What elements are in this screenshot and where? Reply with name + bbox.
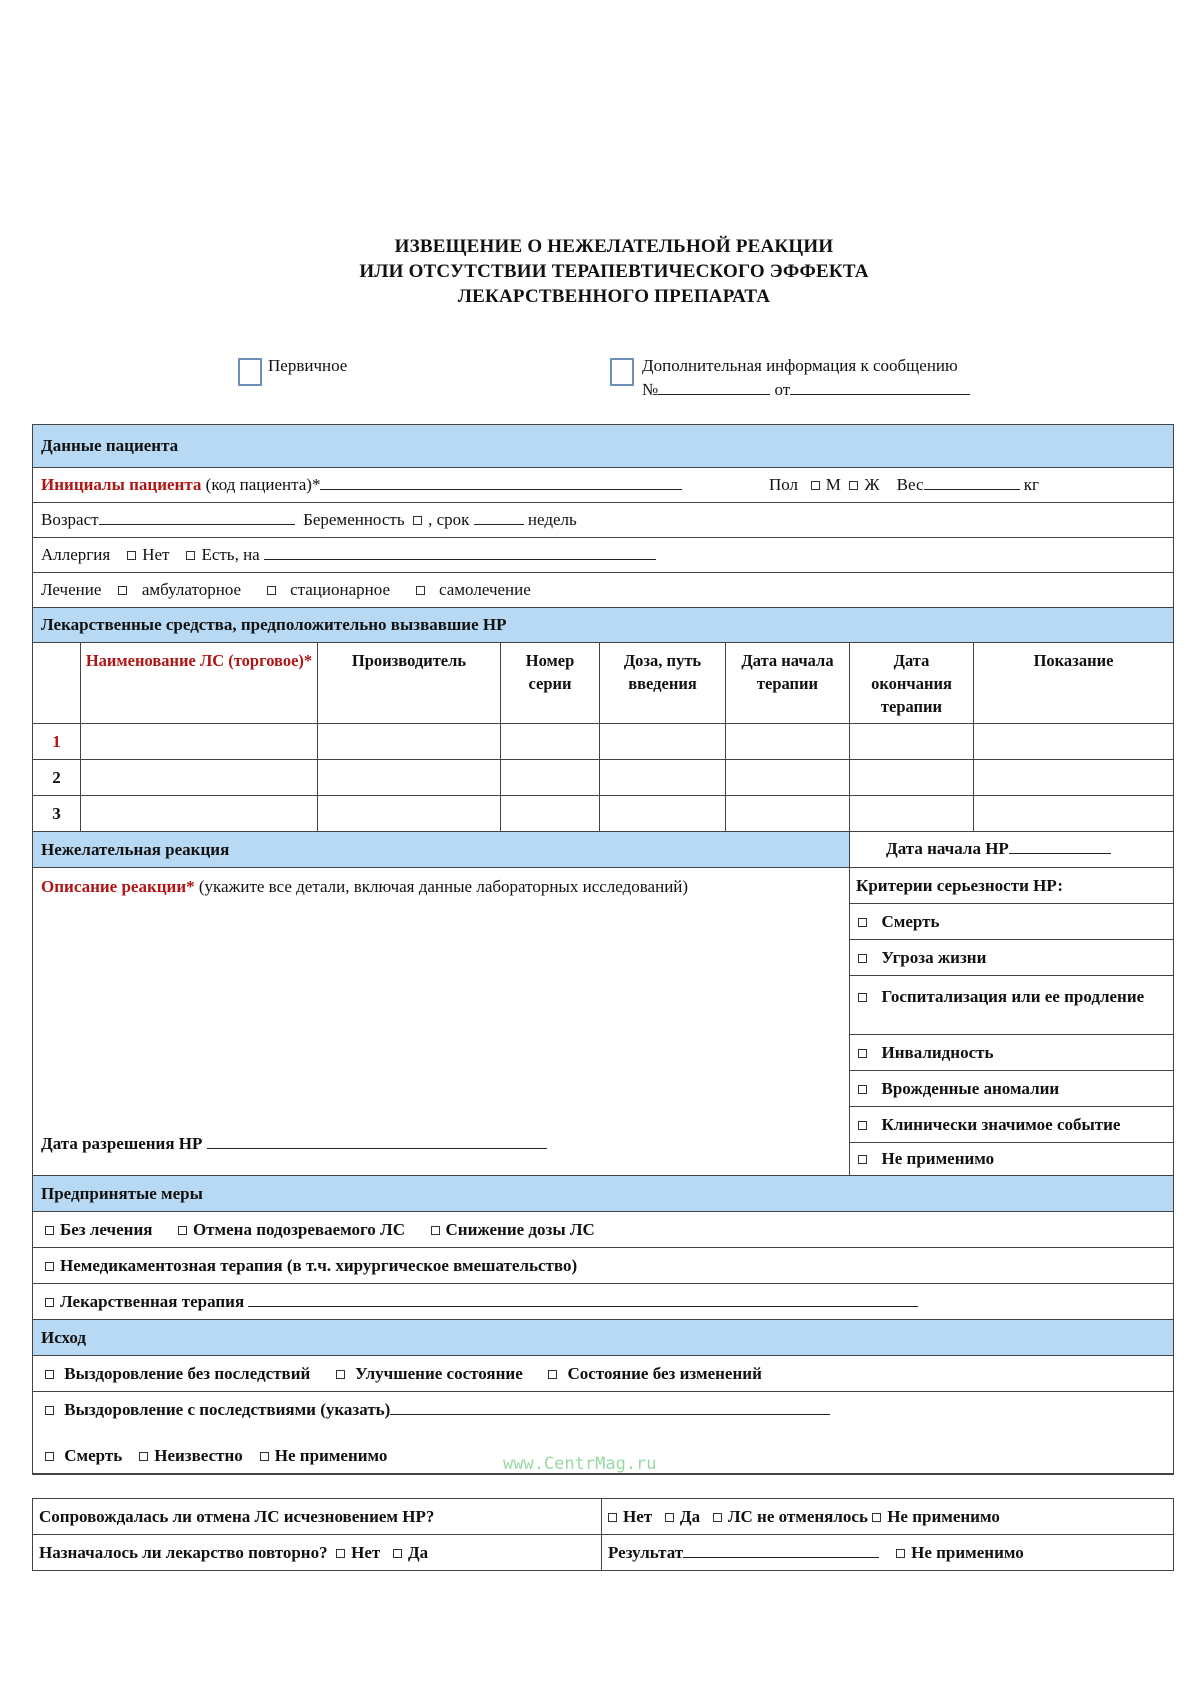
q1-not-cancelled-label: ЛС не отменялось bbox=[727, 1507, 868, 1526]
drug-row-2-start[interactable] bbox=[725, 759, 850, 796]
initials-label: Инициалы пациента bbox=[41, 475, 202, 494]
pregnancy-term-field[interactable] bbox=[474, 523, 524, 525]
criteria-item[interactable] bbox=[849, 1034, 1174, 1071]
death-label: Смерть bbox=[64, 1446, 123, 1465]
result-label: Результат bbox=[608, 1543, 684, 1562]
sex-m-label: М bbox=[825, 475, 841, 494]
criteria-hospitalization-label: Госпитализация или ее продление bbox=[881, 987, 1145, 1006]
drugs-header-text: Лекарственные средства, предположительно вызвавшие НР bbox=[41, 615, 507, 634]
criteria-header-text: Критерии серьезности НР: bbox=[856, 876, 1064, 895]
title-line-1: ИЗВЕЩЕНИЕ О НЕЖЕЛАТЕЛЬНОЙ РЕАКЦИИ bbox=[394, 236, 834, 257]
drug-row-1-dose[interactable] bbox=[599, 723, 726, 760]
criteria-item[interactable] bbox=[849, 903, 1174, 940]
drugs-section-header bbox=[32, 607, 1174, 643]
q1-not-cancelled-checkbox[interactable] bbox=[713, 1513, 722, 1522]
criteria-checkbox[interactable] bbox=[858, 993, 867, 1002]
no-treatment-checkbox[interactable] bbox=[45, 1226, 54, 1235]
drug-therapy-label: Лекарственная терапия bbox=[60, 1292, 245, 1311]
age-field[interactable] bbox=[99, 523, 295, 525]
patient-header-text: Данные пациента bbox=[41, 436, 179, 455]
additional-info-label: Дополнительная информация к сообщению bbox=[642, 356, 958, 375]
resolution-date-field[interactable] bbox=[207, 1147, 547, 1149]
criteria-header-cell bbox=[849, 867, 1174, 904]
allergy-label: Аллергия bbox=[41, 545, 111, 564]
patient-age-row bbox=[32, 502, 1174, 538]
initials-field[interactable] bbox=[320, 488, 682, 490]
q2-yes-checkbox[interactable] bbox=[393, 1549, 402, 1558]
result-field[interactable] bbox=[683, 1556, 879, 1558]
drug-row-3-name[interactable] bbox=[80, 795, 318, 832]
treatment-outpatient-checkbox[interactable] bbox=[118, 586, 127, 595]
drug-row-1-indication[interactable] bbox=[973, 723, 1174, 760]
q2-no-label: Нет bbox=[351, 1543, 381, 1562]
allergy-yes-label: Есть, на bbox=[201, 545, 260, 564]
treatment-self-label: самолечение bbox=[439, 580, 531, 599]
outcome-row-2 bbox=[32, 1391, 1174, 1475]
sex-m-checkbox[interactable] bbox=[811, 481, 820, 490]
drugs-col-num-header bbox=[32, 642, 81, 724]
sex-label: Пол bbox=[769, 475, 799, 494]
cancel-drug-label: Отмена подозреваемого ЛС bbox=[192, 1220, 406, 1239]
initials-note: (код пациента)* bbox=[205, 475, 321, 494]
q2-na-checkbox[interactable] bbox=[896, 1549, 905, 1558]
reaction-start-date-label: Дата начала НР bbox=[886, 839, 1009, 858]
drug-row-1-start[interactable] bbox=[725, 723, 850, 760]
drugs-col-start-header: Дата начала терапии bbox=[725, 642, 850, 724]
additional-info-checkbox[interactable] bbox=[610, 358, 634, 391]
weight-label: Вес bbox=[896, 475, 924, 494]
drug-row-1-name[interactable] bbox=[80, 723, 318, 760]
drug-row-3-start[interactable] bbox=[725, 795, 850, 832]
drug-row-2-maker[interactable] bbox=[317, 759, 501, 796]
outcome-header-text: Исход bbox=[41, 1328, 87, 1347]
term-label: , срок bbox=[428, 510, 470, 529]
report-number-row bbox=[642, 380, 970, 400]
followup-q1-cell bbox=[32, 1498, 602, 1535]
drugs-col-indication-header: Показание bbox=[973, 642, 1174, 724]
improvement-label: Улучшение состояние bbox=[355, 1364, 523, 1383]
outcome-na-label: Не применимо bbox=[274, 1446, 388, 1465]
q1-yes-label: Да bbox=[679, 1507, 701, 1526]
recovery-effects-checkbox[interactable] bbox=[45, 1406, 54, 1415]
drugs-col-name-header: Наименование ЛС (торговое)* bbox=[80, 642, 318, 724]
drug-row-3-indication[interactable] bbox=[973, 795, 1174, 832]
criteria-death-label: Смерть bbox=[881, 912, 940, 931]
measures-row-3 bbox=[32, 1283, 1174, 1320]
no-treatment-label: Без лечения bbox=[60, 1220, 153, 1239]
non-drug-checkbox[interactable] bbox=[45, 1262, 54, 1271]
dose-reduction-label: Снижение дозы ЛС bbox=[445, 1220, 595, 1239]
recovery-effects-label: Выздоровление с последствиями (указать) bbox=[64, 1400, 391, 1419]
criteria-checkbox[interactable] bbox=[858, 1155, 867, 1164]
drug-row-3-dose[interactable] bbox=[599, 795, 726, 832]
drug-row-2-batch[interactable] bbox=[500, 759, 600, 796]
unchanged-checkbox[interactable] bbox=[548, 1370, 557, 1379]
treatment-inpatient-checkbox[interactable] bbox=[267, 586, 276, 595]
allergy-no-checkbox[interactable] bbox=[127, 551, 136, 560]
sex-f-label: Ж bbox=[864, 475, 880, 494]
followup-q1-text: Сопровождалась ли отмена ЛС исчезновением НР? bbox=[39, 1507, 435, 1526]
sex-f-checkbox[interactable] bbox=[849, 481, 858, 490]
followup-q2-text: Назначалось ли лекарство повторно? bbox=[39, 1543, 328, 1562]
patient-initials-row bbox=[32, 467, 1174, 503]
drug-row-2-indication[interactable] bbox=[973, 759, 1174, 796]
number-label: № bbox=[642, 380, 659, 399]
drug-therapy-checkbox[interactable] bbox=[45, 1298, 54, 1307]
criteria-disability-label: Инвалидность bbox=[881, 1043, 994, 1062]
drug-therapy-field[interactable] bbox=[248, 1305, 918, 1307]
q1-no-checkbox[interactable] bbox=[608, 1513, 617, 1522]
treatment-inpatient-label: стационарное bbox=[290, 580, 390, 599]
report-number-field[interactable] bbox=[658, 393, 770, 395]
q2-yes-label: Да bbox=[407, 1543, 429, 1562]
q1-yes-checkbox[interactable] bbox=[665, 1513, 674, 1522]
drugs-col-end-header: Дата окончания терапии bbox=[849, 642, 974, 724]
age-label: Возраст bbox=[41, 510, 99, 529]
criteria-checkbox[interactable] bbox=[858, 918, 867, 927]
drugs-col-batch-header: Номер серии bbox=[500, 642, 600, 724]
patient-allergy-row bbox=[32, 537, 1174, 573]
reaction-header-text: Нежелательная реакция bbox=[41, 840, 230, 859]
followup-q2-cell bbox=[32, 1534, 602, 1571]
title-line-3: ЛЕКАРСТВЕННОГО ПРЕПАРАТА bbox=[457, 286, 771, 307]
allergy-no-label: Нет bbox=[142, 545, 170, 564]
drug-row-3-end[interactable] bbox=[849, 795, 974, 832]
criteria-checkbox[interactable] bbox=[858, 954, 867, 963]
q2-na-label: Не применимо bbox=[911, 1543, 1024, 1562]
outcome-row-1 bbox=[32, 1355, 1174, 1392]
followup-q1-options bbox=[601, 1498, 1174, 1535]
treatment-self-checkbox[interactable] bbox=[416, 586, 425, 595]
criteria-checkbox[interactable] bbox=[858, 1121, 867, 1130]
cancel-drug-checkbox[interactable] bbox=[178, 1226, 187, 1235]
recovery-effects-field[interactable] bbox=[390, 1413, 830, 1415]
criteria-checkbox[interactable] bbox=[858, 1049, 867, 1058]
unchanged-label: Состояние без изменений bbox=[567, 1364, 762, 1383]
weeks-label: недель bbox=[527, 510, 577, 529]
drug-row-number: 2 bbox=[32, 759, 81, 796]
criteria-item[interactable] bbox=[849, 975, 1174, 1035]
recovery-label: Выздоровление без последствий bbox=[64, 1364, 311, 1383]
measures-row-2 bbox=[32, 1247, 1174, 1284]
weight-field[interactable] bbox=[924, 488, 1020, 490]
watermark-text: www.CentrMag.ru bbox=[503, 1454, 657, 1474]
reaction-start-date-cell bbox=[849, 831, 1174, 868]
title-line-2: ИЛИ ОТСУТСТВИИ ТЕРАПЕВТИЧЕСКОГО ЭФФЕКТА bbox=[359, 261, 869, 282]
reaction-section-header bbox=[32, 831, 850, 868]
drugs-col-maker-header: Производитель bbox=[317, 642, 501, 724]
drug-row-2-name[interactable] bbox=[80, 759, 318, 796]
measures-section-header bbox=[32, 1175, 1174, 1212]
reaction-start-date-field[interactable] bbox=[1009, 852, 1111, 854]
drug-row-1-maker[interactable] bbox=[317, 723, 501, 760]
reaction-description-cell[interactable] bbox=[32, 867, 850, 1176]
drug-row-1-end[interactable] bbox=[849, 723, 974, 760]
criteria-item[interactable] bbox=[849, 939, 1174, 976]
drug-row-number: 1 bbox=[32, 723, 81, 760]
drug-row-2-end[interactable] bbox=[849, 759, 974, 796]
form-title bbox=[0, 234, 1200, 309]
report-date-field[interactable] bbox=[790, 393, 970, 395]
q1-na-checkbox[interactable] bbox=[872, 1513, 881, 1522]
drug-row-2-dose[interactable] bbox=[599, 759, 726, 796]
criteria-congenital-label: Врожденные аномалии bbox=[881, 1079, 1060, 1098]
criteria-checkbox[interactable] bbox=[858, 1085, 867, 1094]
primary-checkbox[interactable] bbox=[238, 358, 262, 391]
primary-label: Первичное bbox=[268, 356, 348, 375]
criteria-item[interactable] bbox=[849, 1106, 1174, 1143]
drugs-col-dose-header: Доза, путь введения bbox=[599, 642, 726, 724]
outcome-section-header bbox=[32, 1319, 1174, 1356]
drug-row-3-batch[interactable] bbox=[500, 795, 600, 832]
criteria-life-threat-label: Угроза жизни bbox=[881, 948, 987, 967]
criteria-na-label: Не применимо bbox=[881, 1149, 995, 1168]
treatment-label: Лечение bbox=[41, 580, 102, 599]
q2-no-checkbox[interactable] bbox=[336, 1549, 345, 1558]
patient-treatment-row bbox=[32, 572, 1174, 608]
criteria-item[interactable] bbox=[849, 1070, 1174, 1107]
death-checkbox[interactable] bbox=[45, 1452, 54, 1461]
q1-na-label: Не применимо bbox=[887, 1507, 1000, 1526]
pregnancy-checkbox[interactable] bbox=[413, 516, 422, 525]
dose-reduction-checkbox[interactable] bbox=[431, 1226, 440, 1235]
recovery-checkbox[interactable] bbox=[45, 1370, 54, 1379]
drug-row-3-maker[interactable] bbox=[317, 795, 501, 832]
criteria-item[interactable] bbox=[849, 1142, 1174, 1176]
improvement-checkbox[interactable] bbox=[336, 1370, 345, 1379]
description-label: Описание реакции* bbox=[41, 877, 195, 896]
weight-unit: кг bbox=[1023, 475, 1039, 494]
criteria-clinical-label: Клинически значимое событие bbox=[881, 1115, 1121, 1134]
patient-section-header bbox=[32, 424, 1174, 468]
q1-no-label: Нет bbox=[623, 1507, 653, 1526]
treatment-outpatient-label: амбулаторное bbox=[141, 580, 242, 599]
description-note: (укажите все детали, включая данные лабораторных исследований) bbox=[198, 877, 689, 896]
allergy-field[interactable] bbox=[264, 558, 656, 560]
followup-q2-result bbox=[601, 1534, 1174, 1571]
drug-row-1-batch[interactable] bbox=[500, 723, 600, 760]
measures-header-text: Предпринятые меры bbox=[41, 1184, 203, 1203]
unknown-label: Неизвестно bbox=[154, 1446, 243, 1465]
unknown-checkbox[interactable] bbox=[139, 1452, 148, 1461]
measures-row-1 bbox=[32, 1211, 1174, 1248]
non-drug-label: Немедикаментозная терапия (в т.ч. хирургическое вмешательство) bbox=[60, 1256, 578, 1275]
resolution-date-label: Дата разрешения НР bbox=[41, 1134, 203, 1153]
drug-row-number: 3 bbox=[32, 795, 81, 832]
outcome-na-checkbox[interactable] bbox=[260, 1452, 269, 1461]
allergy-yes-checkbox[interactable] bbox=[186, 551, 195, 560]
from-label: от bbox=[774, 380, 791, 399]
pregnancy-label: Беременность bbox=[303, 510, 405, 529]
